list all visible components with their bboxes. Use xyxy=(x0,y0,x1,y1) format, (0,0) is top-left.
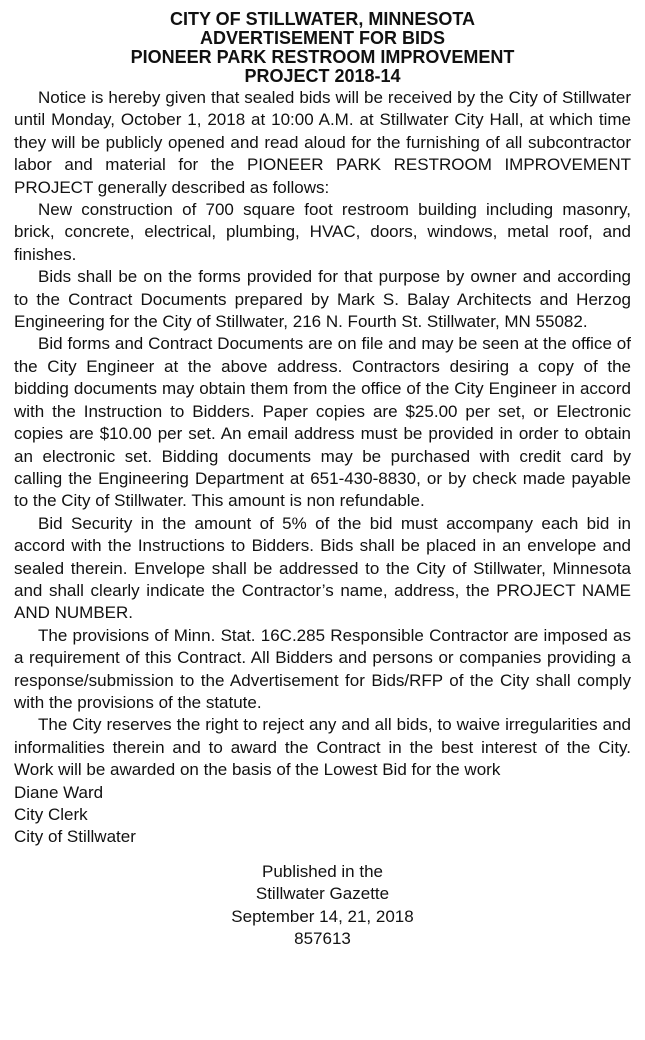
heading-project-number: PROJECT 2018-14 xyxy=(244,66,401,86)
paragraph-scope: New construction of 700 square foot restroom building including masonry, brick, concrete, electrical, plumbing, HVAC, doors, windows, metal roof, and finishes. xyxy=(14,200,631,264)
publication-newspaper: Stillwater Gazette xyxy=(255,884,390,904)
publication-number: 857613 xyxy=(294,929,351,949)
heading-advertisement: ADVERTISEMENT FOR BIDS xyxy=(199,28,445,48)
heading-city: CITY OF STILLWATER, MINNESOTA xyxy=(170,9,475,29)
signature-org: City of Stillwater xyxy=(14,827,136,847)
paragraph-bid-security: Bid Security in the amount of 5% of the bid must accompany each bid in accord with the Instructions to Bidders. Bids shall be placed in an envelope and sealed therein. Envelope shall be addressed to the City of Stillwater, Minnesota and shall clearly indicate the Contractor’s name, address, the PROJECT NAME AND NUMBER. xyxy=(14,513,631,623)
signature-block xyxy=(14,782,631,849)
paragraph-documents: Bid forms and Contract Documents are on file and may be seen at the office of the City Engineer at the above address. Contractors desiring a copy of the bidding documents may obtain them from the office of the City Engineer in accord with the Instruction to Bidders. Paper copies are $25.00 per set, or Electronic copies are $10.00 per set. An email address must be provided in order to obtain an electronic set. Bidding documents may be purchased with credit card by calling the Engineering Department at 651-430-8830, or by check made payable to the City of Stillwater. This amount is non refundable. xyxy=(14,334,631,511)
publication-line1: Published in the xyxy=(262,861,383,881)
notice-body xyxy=(14,87,631,849)
paragraph-award: The City reserves the right to reject any and all bids, to waive irregularities and informalities therein and to award the Contract in the best interest of the City. Work will be awarded on the basis of the Lowest Bid for the work xyxy=(14,715,631,780)
heading-project-name: PIONEER PARK RESTROOM IMPROVEMENT xyxy=(130,47,515,67)
paragraph-notice: Notice is hereby given that sealed bids will be received by the City of Stillwater until Monday, October 1, 2018 at 10:00 A.M. at Stillwater City Hall, at which time they will be publicly opened and read aloud for the furnishing of all subcontractor labor and material for the PIONEER PARK RESTROOM IMPROVEMENT PROJECT generally described as follows: xyxy=(14,88,631,197)
paragraph-forms: Bids shall be on the forms provided for that purpose by owner and according to the Contract Documents prepared by Mark S. Balay Architects and Herzog Engineering for the City of Stillwater, 216 N. Fourth St. Stillwater, MN 55082. xyxy=(14,267,631,332)
paragraph-statute: The provisions of Minn. Stat. 16C.285 Responsible Contractor are imposed as a requirement of this Contract. All Bidders and persons or companies providing a response/submission to the Advertisement for Bids/RFP of the City shall comply with the provisions of the statute. xyxy=(14,625,631,712)
signature-title: City Clerk xyxy=(14,805,88,824)
signature-name: Diane Ward xyxy=(14,782,104,802)
publication-info xyxy=(14,861,631,951)
publication-dates: September 14, 21, 2018 xyxy=(231,906,414,926)
notice-heading xyxy=(14,10,631,86)
